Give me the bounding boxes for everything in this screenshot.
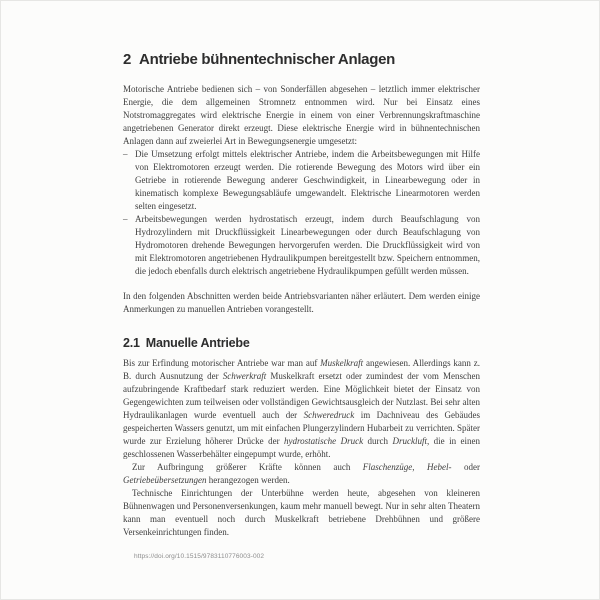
doi-text: https://doi.org/10.1515/9783110776003-002 [134,553,265,560]
chapter-title: Antriebe bühnentechnischer Anlagen [139,51,395,68]
list-item-electric-drives [123,148,480,213]
section-paragraph-3: Technische Einrichtungen der Unterbühne werden heute, abgesehen von kleineren Bühnenwagen und Personenversenkungen, kaum mehr manuell bewegt. Nur in sehr alten Theatern kann man eventuell noch durch Muskelkraft betriebene Drehbühnen und größere Versenkeinrichtungen finden. [123,488,480,537]
chapter-heading [123,51,480,68]
chapter-number: 2 [123,51,132,68]
closing-paragraph: In den folgenden Abschnitten werden beide Antriebsvarianten näher erläutert. Dem werden einige Anmerkungen zu manuellen Antrieben vorangestellt. [123,291,480,314]
dash-marker: – [123,149,128,159]
section-heading [123,336,480,350]
section-title: Manuelle Antriebe [145,336,250,350]
dash-marker: – [123,214,128,224]
section-paragraph-1: Bis zur Erfindung motorischer Antriebe war man auf Muskelkraft angewiesen. Allerdings kann z. B. durch Ausnutzung der Schwerkraft Muskelkraft ersetzt oder zumindest der vom Menschen aufzubringende Kraftbedarf stark reduziert werden. Eine Möglichkeit bietet der Einsatz von Gegengewichten zum teilweisen oder vollständigen Gewichtsausgleich der Nutzlast. Bei sehr alten Hydraulikanlagen wurde eventuell auch der Schweredruck im Dachniveau des Gebäudes gespeicherten Wassers genutzt, um mit einfachen Plungerzylindern Hubarbeit zu verrichten. Später wurde zur Erzielung höherer Drücke der hydrostatische Druck durch Druckluft, die in einen geschlossenen Wasserbehälter eingepumpt wurde, erhöht. [123,358,480,459]
list-item-text: Arbeitsbewegungen werden hydrostatisch erzeugt, indem durch Beaufschlagung von Hydrozylindern mit Druckflüssigkeit Linearbewegungen oder durch Beaufschlagung von Hydromotoren drehende Bewegungen hervorgerufen werden. Die Druckflüssigkeit wird von mit Elektromotoren angetriebenen Hydraulikpumpen bereitgestellt bzw. Speichern entnommen, die jedoch ebenfalls durch elektrisch angetriebene Hydraulikpumpen gefüllt werden müssen. [135,214,480,276]
drive-variants-list [123,148,480,278]
list-item-hydrostatic-drives [123,213,480,278]
section-number: 2.1 [123,336,140,350]
list-item-text: Die Umsetzung erfolgt mittels elektrischer Antriebe, indem die Arbeitsbewegungen mit Hilfe von Elektromotoren erzeugt werden. Die rotierende Bewegung des Motors wird über ein Getriebe in rotierende Bewegung anderer Geschwindigkeit, in Linearbewegung oder in kinematisch komplexe Bewegungsabläufe umgewandelt. Elektrische Linearmotoren werden selten eingesetzt. [135,149,480,211]
intro-paragraph: Motorische Antriebe bedienen sich – von Sonderfällen abgesehen – letztlich immer elektrischer Energie, die dem allgemeinen Stromnetz entnommen wird. Nur bei Einsatz eines Notstromaggregates wird elektrische Energie in einem von einer Verbrennungskraftmaschine angetriebenen Generator direkt erzeugt. Diese elektrische Energie wird in bühnentechnischen Anlagen dann auf zweierlei Art in Bewegungsenergie umgesetzt: [123,84,480,146]
section-paragraph-2: Zur Aufbringung größerer Kräfte können auch Flaschenzüge, Hebel- oder Getriebeübersetzungen herangezogen werden. [123,462,480,485]
page-text-column [123,1,480,539]
